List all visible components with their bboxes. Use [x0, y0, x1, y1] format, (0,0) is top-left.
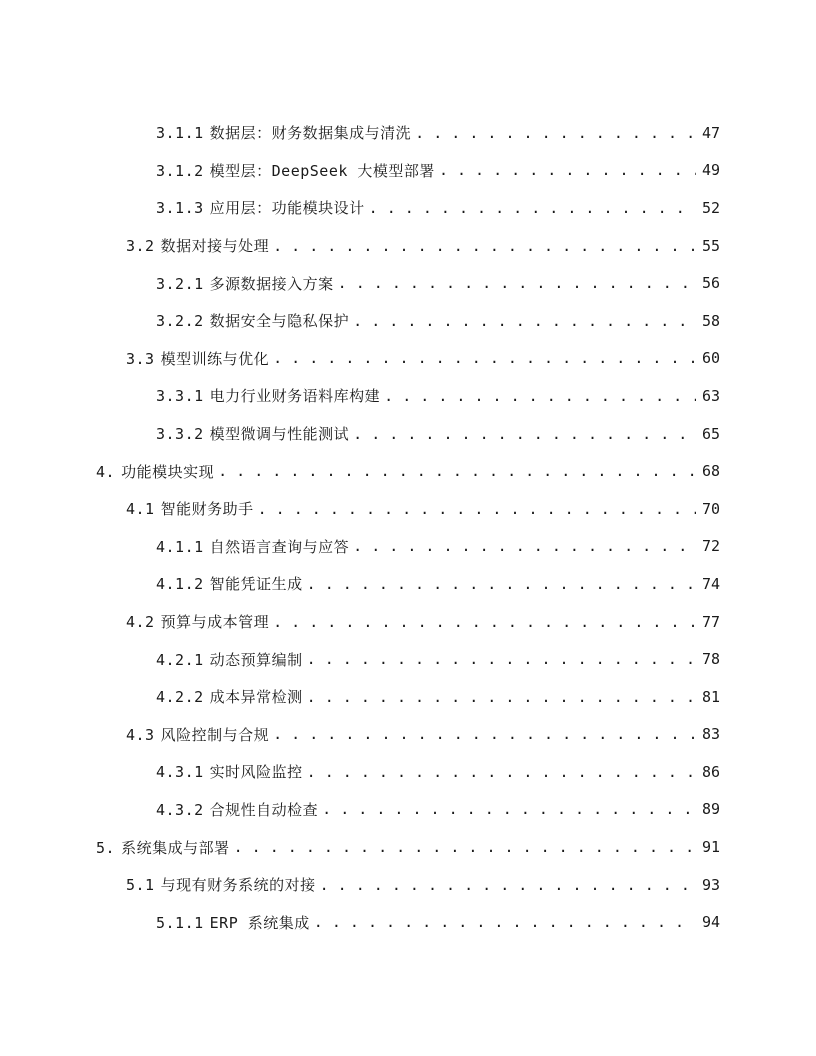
toc-entry-text: 模型微调与性能测试 [209, 425, 350, 444]
toc-entry[interactable] [0, 302, 816, 340]
toc-entry[interactable] [0, 189, 816, 227]
toc-entry-number: 4.2.1 [156, 650, 204, 669]
toc-entry-text: 风险控制与合规 [160, 725, 270, 744]
toc-entry[interactable] [0, 716, 816, 754]
toc-page-number: 78 [701, 650, 720, 669]
toc-entry[interactable] [0, 528, 816, 566]
toc-leader-dots [314, 913, 696, 931]
toc-entry-number: 5.1.1 [156, 913, 204, 932]
toc-entry-text: 成本异常检测 [209, 688, 303, 707]
toc-page-number: 81 [701, 687, 720, 706]
toc-entry[interactable] [0, 415, 816, 453]
toc-entry-title [156, 649, 303, 670]
toc-leader-dots [307, 688, 696, 706]
toc-page-number: 93 [701, 875, 720, 894]
table-of-contents [0, 114, 816, 941]
toc-entry-text: 与现有财务系统的对接 [160, 876, 316, 895]
toc-entry-number: 3.1.2 [156, 161, 204, 180]
toc-leader-dots [322, 800, 696, 818]
toc-entry[interactable] [0, 340, 816, 378]
toc-entry-number: 3.3.2 [156, 425, 204, 444]
toc-leader-dots [307, 763, 696, 781]
toc-entry-title [156, 761, 303, 782]
toc-leader-dots [353, 537, 696, 555]
toc-leader-dots [218, 462, 696, 480]
toc-entry[interactable] [0, 640, 816, 678]
toc-entry[interactable] [0, 264, 816, 302]
toc-page-number: 56 [701, 274, 720, 293]
toc-page-number: 63 [701, 386, 720, 405]
toc-leader-dots [353, 312, 696, 330]
toc-entry-number: 4.2 [126, 613, 155, 632]
toc-entry-title [156, 197, 365, 218]
toc-page-number: 70 [701, 499, 720, 518]
toc-entry[interactable] [0, 114, 816, 152]
toc-entry-number: 4.1.1 [156, 537, 204, 556]
toc-page-number: 89 [701, 800, 720, 819]
toc-entry-text: 应用层：功能模块设计 [209, 199, 365, 218]
toc-page-number: 94 [701, 913, 720, 932]
toc-entry-title [156, 912, 310, 933]
toc-entry-text: 功能模块实现 [121, 462, 215, 481]
toc-leader-dots [258, 500, 696, 518]
toc-leader-dots [338, 274, 696, 292]
toc-entry-title [156, 160, 435, 181]
toc-leader-dots [307, 575, 696, 593]
toc-entry[interactable] [0, 903, 816, 941]
toc-entry-text: 动态预算编制 [209, 650, 303, 669]
toc-entry-number: 5. [96, 838, 116, 857]
toc-entry-text: 数据安全与隐私保护 [209, 312, 350, 331]
toc-page-number: 68 [701, 462, 720, 481]
toc-entry-text: 预算与成本管理 [160, 613, 270, 632]
toc-entry-title [156, 573, 303, 594]
toc-entry-text: 电力行业财务语料库构建 [209, 387, 381, 406]
toc-entry[interactable] [0, 678, 816, 716]
toc-entry[interactable] [0, 866, 816, 904]
toc-entry-text: 实时风险监控 [209, 763, 303, 782]
toc-entry-text: 多源数据接入方案 [209, 274, 334, 293]
toc-entry-number: 3.2.2 [156, 312, 204, 331]
toc-leader-dots [353, 425, 696, 443]
toc-entry-text: 数据对接与处理 [160, 237, 270, 256]
toc-leader-dots [320, 876, 696, 894]
toc-page-number: 60 [701, 349, 720, 368]
toc-entry-title [126, 235, 269, 256]
toc-entry-number: 4.2.2 [156, 688, 204, 707]
toc-entry-title [156, 385, 380, 406]
toc-entry-title [126, 498, 254, 519]
toc-page-number: 65 [701, 424, 720, 443]
toc-entry[interactable] [0, 753, 816, 791]
toc-entry-number: 3.2.1 [156, 274, 204, 293]
toc-entry-text: 自然语言查询与应答 [209, 537, 350, 556]
toc-page-number: 47 [701, 123, 720, 142]
toc-entry-text: 模型层：DeepSeek 大模型部署 [209, 161, 435, 180]
toc-entry-number: 4.1 [126, 500, 155, 519]
toc-page-number: 72 [701, 537, 720, 556]
toc-leader-dots [273, 725, 696, 743]
toc-entry-number: 4.3.2 [156, 800, 204, 819]
toc-entry-number: 4. [96, 462, 116, 481]
toc-entry-title [156, 536, 349, 557]
toc-entry-text: ERP 系统集成 [209, 913, 310, 932]
toc-entry-title [156, 423, 349, 444]
toc-entry-title [126, 874, 316, 895]
toc-leader-dots [273, 613, 696, 631]
toc-entry[interactable] [0, 490, 816, 528]
toc-entry[interactable] [0, 603, 816, 641]
toc-page-number: 77 [701, 612, 720, 631]
toc-entry-text: 模型训练与优化 [160, 349, 270, 368]
toc-entry[interactable] [0, 828, 816, 866]
toc-leader-dots [273, 237, 696, 255]
toc-entry[interactable] [0, 227, 816, 265]
toc-entry-text: 合规性自动检查 [209, 800, 319, 819]
toc-entry-text: 智能财务助手 [160, 500, 254, 519]
toc-entry-title [126, 348, 269, 369]
toc-entry-number: 3.3 [126, 349, 155, 368]
toc-entry-text: 系统集成与部署 [121, 838, 230, 857]
toc-entry-number: 4.3.1 [156, 763, 204, 782]
toc-entry-number: 3.1.3 [156, 199, 204, 218]
toc-page-number: 55 [701, 236, 720, 255]
toc-entry-number: 4.3 [126, 725, 155, 744]
toc-entry-number: 3.3.1 [156, 387, 204, 406]
toc-leader-dots [234, 838, 696, 856]
toc-entry-title [156, 122, 411, 143]
toc-entry-title [96, 461, 214, 482]
toc-entry-title [156, 310, 349, 331]
toc-page-number: 91 [701, 838, 720, 857]
toc-entry[interactable] [0, 791, 816, 829]
toc-page-number: 52 [701, 198, 720, 217]
toc-entry-title [126, 724, 269, 745]
toc-entry[interactable] [0, 565, 816, 603]
toc-leader-dots [384, 387, 696, 405]
toc-page-number: 86 [701, 762, 720, 781]
toc-entry[interactable] [0, 377, 816, 415]
toc-entry-title [126, 611, 269, 632]
toc-entry-text: 数据层：财务数据集成与清洗 [209, 124, 412, 143]
toc-entry-title [156, 799, 318, 820]
toc-entry-title [156, 686, 303, 707]
toc-page-number: 74 [701, 574, 720, 593]
toc-leader-dots [307, 650, 696, 668]
toc-leader-dots [415, 124, 696, 142]
toc-entry-title [156, 273, 334, 294]
toc-entry-number: 4.1.2 [156, 575, 204, 594]
toc-entry-number: 3.2 [126, 237, 155, 256]
toc-entry[interactable] [0, 152, 816, 190]
toc-page-number: 49 [701, 161, 720, 180]
toc-page-number: 83 [701, 725, 720, 744]
toc-leader-dots [439, 161, 696, 179]
toc-leader-dots [273, 349, 696, 367]
toc-entry-text: 智能凭证生成 [209, 575, 303, 594]
toc-entry-title [96, 837, 230, 858]
toc-entry[interactable] [0, 452, 816, 490]
toc-entry-number: 3.1.1 [156, 124, 204, 143]
toc-entry-number: 5.1 [126, 876, 155, 895]
toc-leader-dots [369, 199, 696, 217]
toc-page-number: 58 [701, 311, 720, 330]
